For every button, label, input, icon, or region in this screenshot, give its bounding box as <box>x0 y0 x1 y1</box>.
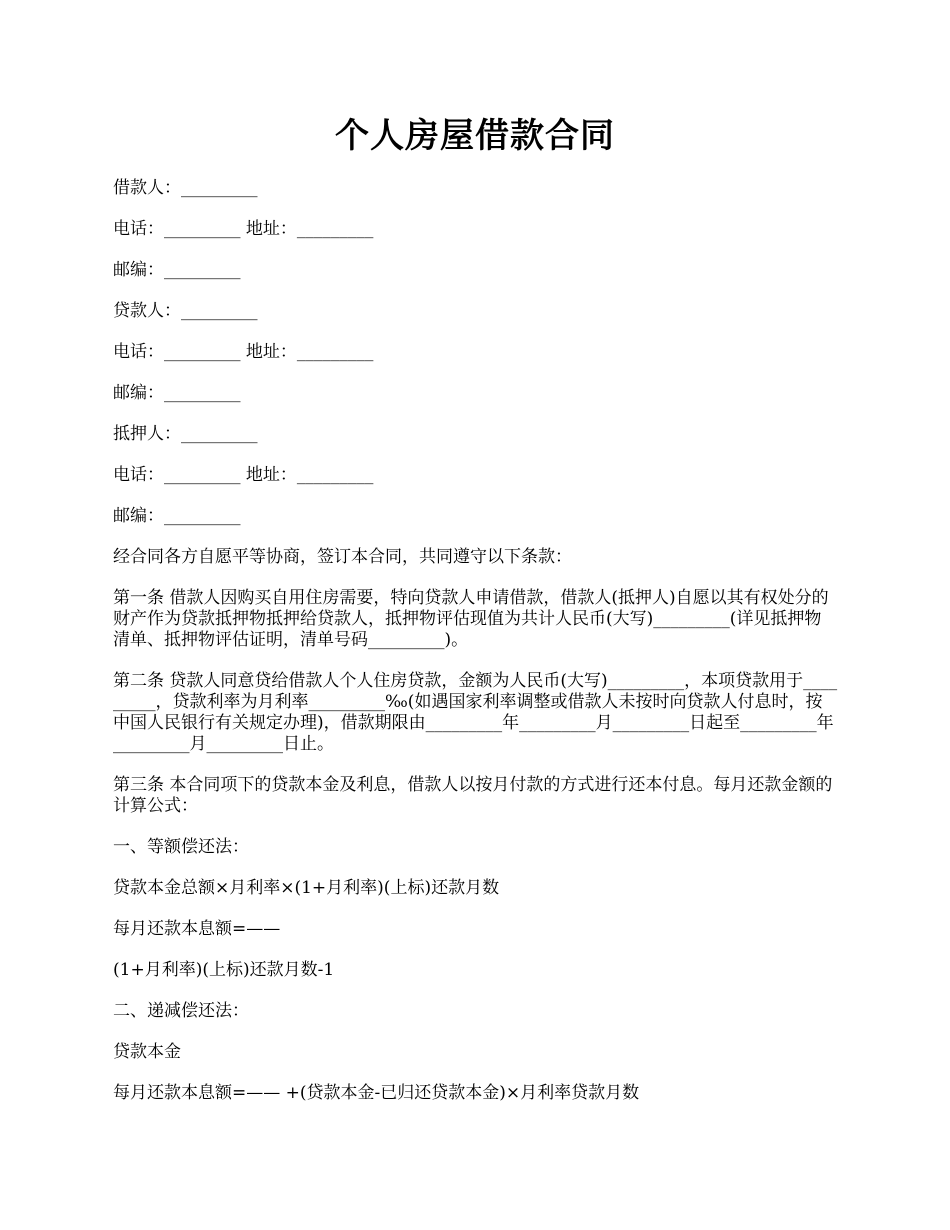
method-one-formula-denominator: (1+月利率)(上标)还款月数-1 <box>113 960 335 980</box>
borrower-line: 借款人：_________ <box>113 178 258 198</box>
borrower-postcode-line: 邮编：_________ <box>113 260 241 280</box>
article-three-paragraph: 第三条 本合同项下的贷款本金及利息，借款人以按月付款的方式进行还本付息。每月还款金额的计算公式： <box>113 775 833 816</box>
mortgagor-phone-address-line: 电话：_________ 地址：_________ <box>113 465 374 485</box>
method-two-heading: 二、递减偿还法： <box>113 1001 249 1021</box>
method-one-heading: 一、等额偿还法： <box>113 837 249 857</box>
method-two-formula-numerator: 贷款本金 <box>113 1042 181 1062</box>
document-title: 个人房屋借款合同 <box>335 116 615 156</box>
lender-postcode-line: 邮编：_________ <box>113 383 241 403</box>
method-two-formula-line: 每月还款本息额=—— +(贷款本金-已归还贷款本金)×月利率贷款月数 <box>113 1083 640 1103</box>
borrower-phone-address-line: 电话：_________ 地址：_________ <box>113 219 374 239</box>
mortgagor-postcode-line: 邮编：_________ <box>113 506 241 526</box>
preamble-paragraph: 经合同各方自愿平等协商，签订本合同，共同遵守以下条款： <box>113 547 572 567</box>
article-two-paragraph: 第二条 贷款人同意贷给借款人个人住房贷款，金额为人民币(大写)_________，本项贷款用于_________，贷款利率为月利率_________‰(如遇国家利率调整或借款人未按时向贷款人付息时，按中国人民银行有关规定办理)，借款期限由_________年_________月_________日起至_________年_________月_________日止。 <box>113 671 838 754</box>
article-one-paragraph: 第一条 借款人因购买自用住房需要，特向贷款人申请借款，借款人(抵押人)自愿以其有权处分的财产作为贷款抵押物抵押给贷款人，抵押物评估现值为共计人民币(大写)_________(详见抵押物清单、抵押物评估证明，清单号码_________)。 <box>113 588 829 650</box>
method-one-formula-label: 每月还款本息额=—— <box>113 919 281 939</box>
lender-line: 贷款人：_________ <box>113 301 258 321</box>
mortgagor-line: 抵押人：_________ <box>113 424 258 444</box>
method-one-formula-numerator: 贷款本金总额×月利率×(1+月利率)(上标)还款月数 <box>113 878 500 898</box>
lender-phone-address-line: 电话：_________ 地址：_________ <box>113 342 374 362</box>
document-body <box>113 178 838 1124</box>
